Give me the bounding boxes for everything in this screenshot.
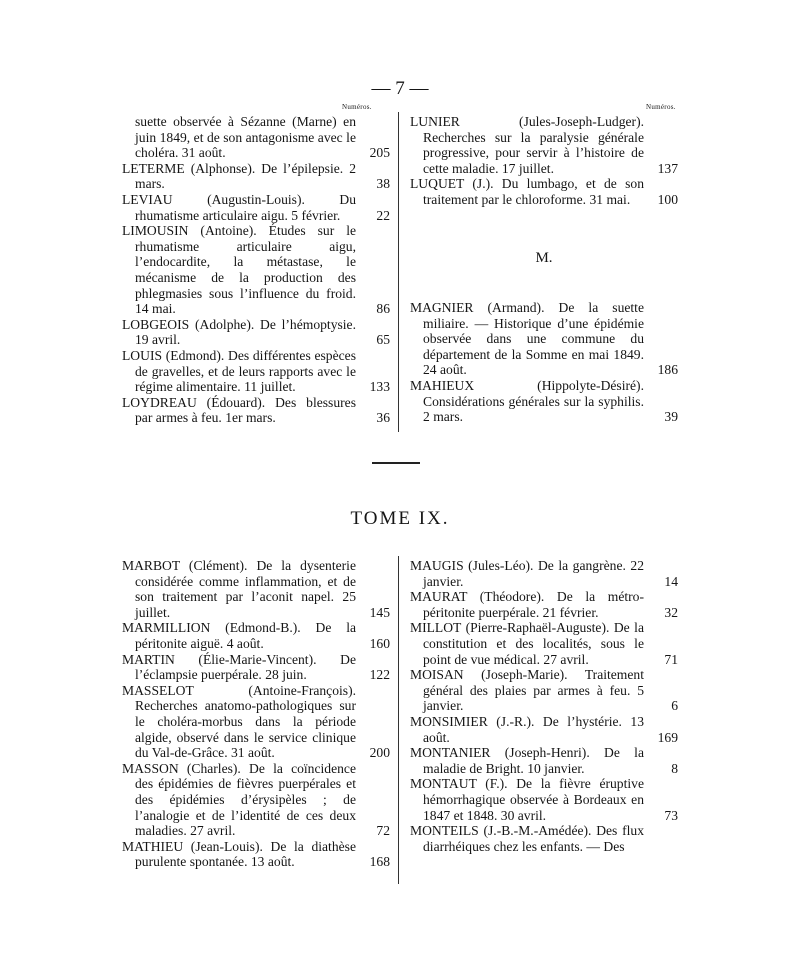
entry-text: MARMILLION (Edmond-B.). De la péritonite aiguë. 4 août. <box>122 620 356 651</box>
entry-text: MOISAN (Joseph-Marie). Traitement général des plaies par armes à feu. 5 janvier. <box>410 667 644 714</box>
column-divider-bottom <box>398 556 399 884</box>
entry-number: 200 <box>369 745 390 761</box>
entry-text: MONTAUT (F.). De la fièvre éruptive hémorrhagique observée à Bordeaux en 1847 et 1848. 30 avril. <box>410 776 644 823</box>
entry-number: 65 <box>376 332 390 348</box>
entry-number: 86 <box>376 301 390 317</box>
page-number: — 7 — <box>371 78 429 99</box>
entry-text: MAURAT (Théodore). De la métro-péritonite puerpérale. 21 février. <box>410 589 644 620</box>
index-entry <box>122 761 390 839</box>
index-entry <box>122 114 390 161</box>
letter-heading-m: M. <box>535 250 553 266</box>
column-heading-left: Numéros. <box>342 103 372 111</box>
entry-number: 137 <box>657 160 678 176</box>
entry-number: 71 <box>664 651 678 667</box>
index-entry <box>410 558 678 589</box>
entry-number: 22 <box>376 207 390 223</box>
entry-text: LETERME (Alphonse). De l’épilepsie. 2 mars. <box>122 160 356 192</box>
index-entry <box>122 558 390 620</box>
index-entry <box>410 620 678 667</box>
entry-text: MONSIMIER (J.-R.). De l’hystérie. 13 août. <box>410 713 644 745</box>
entry-number: 36 <box>376 410 390 426</box>
entry-text: MARBOT (Clément). De la dysenterie considérée comme inflammation, et de son traitement par l’aconit napel. 25 juillet. <box>122 558 356 620</box>
index-entry <box>410 589 678 620</box>
top-right-column <box>410 114 678 208</box>
entry-number: 38 <box>376 176 390 192</box>
index-entry <box>410 745 678 776</box>
column-divider-top <box>398 112 399 432</box>
entry-number: 169 <box>657 729 678 745</box>
entry-number: 145 <box>369 604 390 620</box>
entry-text: LIMOUSIN (Antoine). Études sur le rhumatisme articulaire aigu, l’endocardite, la métastase, le mécanisme de la production des phlegmasies sous l’influence du froid. 14 mai. <box>122 223 356 317</box>
index-entry <box>122 348 390 395</box>
entry-number: 39 <box>664 409 678 425</box>
entry-text: LUQUET (J.). Du lumbago, et de son traitement par le chloroforme. 31 mai. <box>410 176 644 207</box>
bottom-left-column <box>122 558 390 870</box>
index-entry <box>410 667 678 714</box>
entry-text: LEVIAU (Augustin-Louis). Du rhumatisme articulaire aigu. 5 février. <box>122 191 356 223</box>
entry-number: 205 <box>369 145 390 161</box>
index-entry <box>122 395 390 426</box>
column-heading-right: Numéros. <box>646 103 676 111</box>
entry-text: MASSON (Charles). De la coïncidence des épidémies de fièvres puerpérales et des épidémies d’érysipèles ; de l’analogie et de l’identité de ces deux maladies. 27 avril. <box>122 760 356 839</box>
entry-text: MONTEILS (J.-B.-M.-Amédée). Des flux diarrhéiques chez les enfants. — Des <box>410 823 644 854</box>
index-entry <box>122 683 390 761</box>
entry-number: 6 <box>671 698 678 714</box>
index-entry <box>410 114 678 176</box>
index-entry <box>410 378 678 425</box>
entry-number: 160 <box>369 635 390 651</box>
entry-number: 8 <box>671 760 678 776</box>
top-left-column <box>122 114 390 426</box>
index-entry <box>122 192 390 223</box>
entry-text: LOBGEOIS (Adolphe). De l’hémoptysie. 19 avril. <box>122 316 356 348</box>
top-right-column-after <box>410 300 678 425</box>
entry-text: LUNIER (Jules-Joseph-Ludger). Recherches sur la paralysie générale progressive, pour servir à l’histoire de cette maladie. 17 juillet. <box>410 114 644 176</box>
entry-text: MAGNIER (Armand). De la suette miliaire. — Historique d’une épidémie observée dans une commune du département de la Somme en mai 1849. 24 août. <box>410 300 644 378</box>
entry-number: 73 <box>664 807 678 823</box>
entry-text: LOYDREAU (Édouard). Des blessures par armes à feu. 1er mars. <box>122 394 356 426</box>
index-entry <box>122 161 390 192</box>
entry-number: 168 <box>369 854 390 870</box>
bottom-right-column <box>410 558 678 854</box>
entry-text: MAUGIS (Jules-Léo). De la gangrène. 22 janvier. <box>410 558 644 589</box>
entry-text: MASSELOT (Antoine-François). Recherches anatomo-pathologiques sur le choléra-morbus dans la période algide, observé dans le service clinique du Val-de-Grâce. 31 août. <box>122 682 356 761</box>
entry-text: MARTIN (Élie-Marie-Vincent). De l’éclampsie puerpérale. 28 juin. <box>122 651 356 683</box>
entry-number: 72 <box>376 823 390 839</box>
tome-heading: TOME IX. <box>350 508 450 529</box>
entry-text: MONTANIER (Joseph-Henri). De la maladie de Bright. 10 janvier. <box>410 745 644 776</box>
section-rule <box>372 462 420 464</box>
index-entry <box>122 620 390 651</box>
entry-number: 133 <box>369 379 390 395</box>
entry-number: 14 <box>664 573 678 589</box>
index-entry <box>122 839 390 870</box>
index-entry <box>410 714 678 745</box>
index-entry <box>410 823 678 854</box>
entry-number: 32 <box>664 604 678 620</box>
entry-number: 100 <box>657 191 678 207</box>
index-entry <box>410 776 678 823</box>
entry-text: MATHIEU (Jean-Louis). De la diathèse purulente spontanée. 13 août. <box>122 838 356 870</box>
entry-number: 186 <box>657 362 678 378</box>
entry-text: MILLOT (Pierre-Raphaël-Auguste). De la constitution et des localités, sous le point de vue médical. 27 avril. <box>410 620 644 667</box>
entry-text: MAHIEUX (Hippolyte-Désiré). Considérations générales sur la syphilis. 2 mars. <box>410 377 644 425</box>
index-entry <box>122 652 390 683</box>
entry-text: LOUIS (Edmond). Des différentes espèces de gravelles, et de leurs rapports avec le régime alimentaire. 11 juillet. <box>122 347 356 395</box>
index-entry <box>410 176 678 207</box>
index-entry <box>410 300 678 378</box>
entry-text: suette observée à Sézanne (Marne) en juin 1849, et de son antagonisme avec le choléra. 31 août. <box>135 114 356 161</box>
entry-number: 122 <box>369 667 390 683</box>
index-entry <box>122 223 390 317</box>
index-entry <box>122 317 390 348</box>
